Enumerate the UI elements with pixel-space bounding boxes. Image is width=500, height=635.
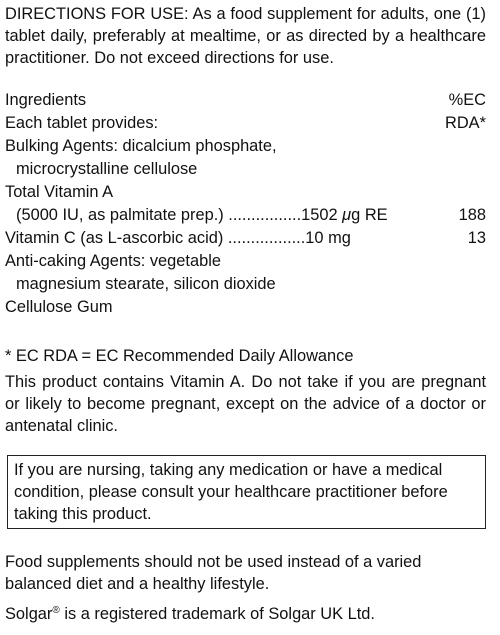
vitamin-a-unit: g RE xyxy=(351,206,388,224)
registered-symbol: ® xyxy=(52,605,60,616)
pregnancy-warning: This product contains Vitamin A. Do not take if you are pregnant or likely to become pregnant, except on the advice of a doctor or antenatal clinic. xyxy=(5,373,486,435)
bulking-agents-continued: microcrystalline cellulose xyxy=(16,160,198,178)
anticaking-continued: magnesium stearate, silicon dioxide xyxy=(16,275,276,293)
table-header-row xyxy=(5,89,486,112)
directions-for-use: DIRECTIONS FOR USE: As a food supplement for adults, one (1) tablet daily, preferably at mealtime, or as directed by a healthcare practitioner. Do not exceed directions for use. xyxy=(5,5,486,67)
table-subheader-row xyxy=(5,112,486,135)
vitamin-a-name-row xyxy=(5,181,486,204)
bulking-agents-row-2 xyxy=(5,158,486,181)
anticaking-label: Anti-caking Agents: vegetable xyxy=(5,252,221,270)
ingredients-header: Ingredients xyxy=(5,91,87,109)
trademark-text: is a registered trademark of Solgar UK Ltd. xyxy=(59,605,375,623)
cellulose-row xyxy=(5,296,486,319)
trademark-note xyxy=(5,603,486,625)
vitamin-c-row xyxy=(5,227,486,250)
vitamin-a-detail: (5000 IU, as palmitate prep.) ................1502 xyxy=(16,206,338,224)
each-tablet-label: Each tablet provides: xyxy=(5,114,159,132)
vitamin-c-detail: Vitamin C (as L-ascorbic acid) .................10 mg xyxy=(5,229,351,247)
bulking-agents-row xyxy=(5,135,486,158)
rda-header: RDA* xyxy=(445,114,486,132)
vitamin-a-name: Total Vitamin A xyxy=(5,183,114,201)
rda-footnote: * EC RDA = EC Recommended Daily Allowance xyxy=(5,347,354,365)
anticaking-row-2 xyxy=(5,273,486,296)
ingredients-table xyxy=(5,89,486,319)
vitamin-a-rda: 188 xyxy=(458,206,486,224)
nursing-warning-box: If you are nursing, taking any medication or have a medical condition, please consult your healthcare practitioner before taking this product. xyxy=(7,455,486,529)
anticaking-row xyxy=(5,250,486,273)
cellulose-gum: Cellulose Gum xyxy=(5,298,113,316)
vitamin-c-rda: 13 xyxy=(467,229,486,247)
ec-header: %EC xyxy=(448,91,486,109)
brand-name: Solgar xyxy=(5,605,53,623)
diet-note: Food supplements should not be used instead of a varied balanced diet and a healthy lifestyle. xyxy=(5,553,422,593)
vitamin-a-amount xyxy=(5,204,388,226)
vitamin-a-detail-row xyxy=(5,204,486,227)
micro-symbol: μ xyxy=(342,206,352,224)
bulking-agents-label: Bulking Agents: dicalcium phosphate, xyxy=(5,137,277,155)
